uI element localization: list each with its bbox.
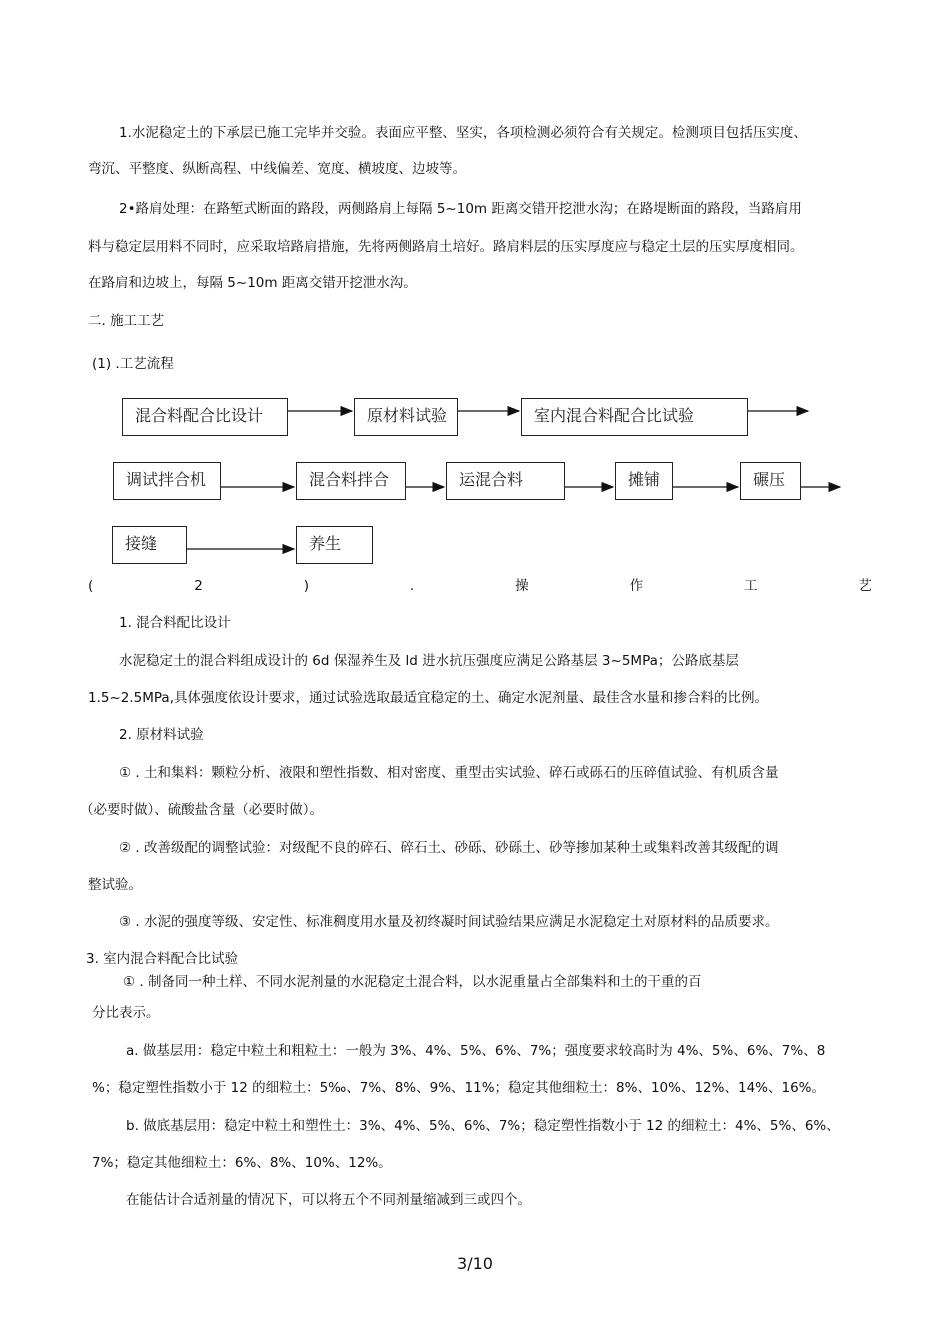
para-2-line-1: 2•路肩处理：在路堑式断面的路段，两侧路肩上每隔 5~10m 距离交错开挖泄水沟；在路堤断面的路段，当路肩用	[119, 201, 802, 217]
lab-mix-line-1: ① . 制备同一种土样、不同水泥剂量的水泥稳定土混合料，以水泥重量占全部集料和土的干重的百	[123, 974, 702, 990]
flow-box-paving: 摊铺	[615, 462, 673, 500]
heading-ops-char: 作	[629, 578, 644, 594]
page-number: 3/10	[457, 1254, 493, 1273]
flow-box-rolling: 碾压	[740, 462, 801, 500]
raw-material-line-4: 整试验。	[88, 877, 142, 893]
raw-material-line-5: ③ . 水泥的强度等级、安定性、标准稠度用水量及初终凝时间试验结果应满足水泥稳定土对原材料的品质要求。	[119, 914, 779, 930]
section-heading-construction: 二. 施工工艺	[88, 313, 165, 329]
heading-ops-char: 工	[743, 578, 758, 594]
lab-mix-line-4: %；稳定塑性指数小于 12 的细粒土：5‰、7%、8%、9%、11%；稳定其他细粒土：8%、10%、12%、14%、16%。	[92, 1080, 825, 1096]
lab-mix-line-2: 分比表示。	[92, 1005, 160, 1021]
flow-arrows	[0, 0, 950, 600]
heading-ops-char: .	[409, 578, 415, 594]
raw-material-line-3: ② . 改善级配的调整试验：对级配不良的碎石、碎石土、砂砾、砂砾土、砂等掺加某种土或集料改善其级配的调	[119, 840, 779, 856]
flow-box-lab-mix-test: 室内混合料配合比试验	[521, 398, 748, 436]
lab-mix-line-7: 在能估计合适剂量的情况下，可以将五个不同剂量缩减到三或四个。	[126, 1192, 531, 1208]
lab-mix-line-3: a. 做基层用：稳定中粒土和粗粒土：一般为 3%、4%、5%、6%、7%；强度要求较高时为 4%、5%、6%、7%、8	[126, 1043, 826, 1059]
flow-box-debug-mixer: 调试拌合机	[113, 462, 221, 500]
para-1-line-1: 1.水泥稳定土的下承层已施工完毕并交验。表面应平整、坚实，各项检测必须符合有关规定。检测项目包括压实度、	[119, 125, 807, 141]
para-2-line-3: 在路肩和边坡上，每隔 5~10m 距离交错开挖泄水沟。	[88, 275, 417, 291]
heading-ops-char: 2	[194, 578, 203, 594]
flow-box-curing: 养生	[296, 526, 373, 564]
heading-ops-char: 艺	[858, 578, 872, 594]
flow-box-mix-design: 混合料配合比设计	[122, 398, 288, 436]
flow-box-raw-material-test: 原材料试验	[354, 398, 458, 436]
para-2-line-2: 料与稳定层用料不同时，应采取培路肩措施，先将两侧路肩土培好。路肩料层的压实厚度应与稳定土层的压实厚度相同。	[88, 239, 804, 255]
lab-mix-line-5: b. 做底基层用：稳定中粒土和塑性土：3%、4%、5%、6%、7%；稳定塑性指数小于 12 的细粒土：4%、5%、6%、	[126, 1118, 840, 1134]
heading-operation-process	[88, 577, 872, 595]
heading-ops-char: 操	[515, 578, 529, 594]
para-1-line-2: 弯沉、平整度、纵断高程、中线偏差、宽度、横坡度、边坡等。	[88, 161, 466, 177]
flow-box-transport: 运混合料	[446, 462, 565, 500]
raw-material-line-2: （必要时做）、硫酸盐含量（必要时做）。	[80, 802, 323, 818]
subheading-mix-design: 1. 混合料配比设计	[119, 615, 231, 631]
heading-ops-char: )	[303, 578, 309, 594]
mix-design-line-2: 1.5~2.5MPa,具体强度依设计要求，通过试验选取最适宜稳定的土、确定水泥剂量、最佳含水量和掺合料的比例。	[88, 690, 768, 706]
lab-mix-line-6: 7%；稳定其他细粒土：6%、8%、10%、12%。	[92, 1155, 392, 1171]
subheading-raw-material: 2. 原材料试验	[119, 727, 204, 743]
flow-box-joint: 接缝	[112, 526, 187, 564]
heading-ops-char: (	[88, 578, 94, 594]
heading-process-flow: (1) .工艺流程	[92, 356, 174, 372]
flow-box-mixing: 混合料拌合	[296, 462, 406, 500]
raw-material-line-1: ① . 土和集料：颗粒分析、液限和塑性指数、相对密度、重型击实试验、碎石或砾石的压碎值试验、有机质含量	[119, 765, 779, 781]
mix-design-line-1: 水泥稳定土的混合料组成设计的 6d 保湿养生及 ld 进水抗压强度应满足公路基层 3~5MPa；公路底基层	[119, 653, 739, 669]
subheading-lab-mix: 3. 室内混合料配合比试验	[86, 951, 239, 967]
